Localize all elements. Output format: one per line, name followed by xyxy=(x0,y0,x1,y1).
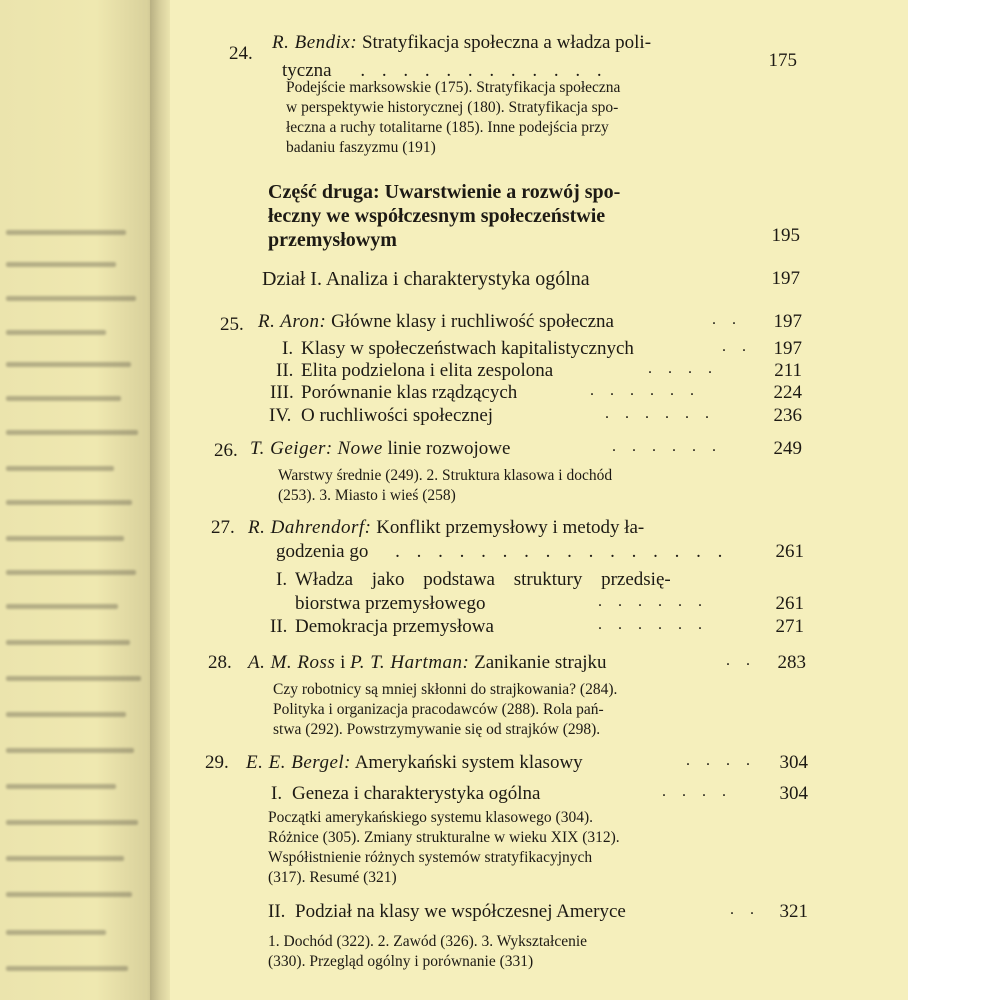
subtopic-line: (253). 3. Miasto i wieś (258) xyxy=(278,487,456,504)
entry-title: Stratyfikacja społeczna a władza poli- xyxy=(361,32,652,53)
entry-conjunction: i xyxy=(340,652,346,673)
subtopic-line: łeczna a ruchy totalitarne (185). Inne podejścia przy xyxy=(286,119,609,136)
item-number: II. xyxy=(268,901,286,922)
item-page: 197 xyxy=(773,338,802,359)
entry-page: 261 xyxy=(775,541,804,562)
item-subtopics xyxy=(268,932,768,972)
item-title: Podział na klasy we współczesnej Ameryce xyxy=(295,901,626,922)
entry-title-cont: tyczna xyxy=(282,60,332,81)
item-page: 261 xyxy=(775,593,804,614)
item-title: Klasy w społeczeństwach kapitalistycznych xyxy=(301,338,634,359)
entry-subtopics xyxy=(286,78,736,158)
facing-page xyxy=(0,0,160,1000)
subtopic-line: 1. Dochód (322). 2. Zawód (326). 3. Wykształcenie xyxy=(268,933,588,950)
entry-page: 175 xyxy=(768,50,797,71)
background xyxy=(908,0,1000,1000)
entry-title-line xyxy=(246,752,583,774)
subtopic-line: Polityka i organizacja pracodawców (288). Rola pań- xyxy=(273,701,604,718)
entry-title-line xyxy=(258,311,614,333)
dot-leader: . . xyxy=(722,338,752,355)
part-page: 195 xyxy=(771,225,800,246)
dot-leader: . . . . . . . . . . . . . . . . xyxy=(395,541,729,562)
entry-page: 283 xyxy=(777,652,806,673)
entry-title-line2 xyxy=(276,541,728,563)
item-number: IV. xyxy=(269,405,292,426)
item-page: 321 xyxy=(779,901,808,922)
entry-title-line xyxy=(248,652,607,674)
dot-leader: . . . . . . xyxy=(612,438,722,455)
entry-page: 197 xyxy=(773,311,802,332)
entry-number: 29. xyxy=(205,752,229,773)
subtopic-line: Różnice (305). Zmiany strukturalne w wieku XIX (312). xyxy=(268,829,620,846)
section-title: Dział I. Analiza i charakterystyka ogólna xyxy=(262,268,590,290)
subtopic-line: stwa (292). Powstrzymywanie się od strajków (298). xyxy=(273,721,601,738)
dot-leader: . . xyxy=(730,901,760,918)
entry-number: 24. xyxy=(229,43,253,64)
item-number: II. xyxy=(276,360,294,381)
dot-leader: . . . . xyxy=(662,783,732,800)
dot-leader: . . . . xyxy=(686,752,756,769)
entry-title: Konflikt przemysłowy i metody ła- xyxy=(376,517,645,538)
dot-leader: . . . . . . xyxy=(598,616,708,633)
dot-leader: . . . . . . xyxy=(605,405,715,422)
item-subtopics xyxy=(268,808,768,888)
entry-author-second: P. T. Hartman: xyxy=(350,652,470,673)
item-number: II. xyxy=(270,616,288,637)
item-title: O ruchliwości społecznej xyxy=(301,405,494,426)
item-title: Władza jako podstawa struktury przedsię- xyxy=(295,569,671,590)
item-page: 236 xyxy=(773,405,802,426)
subtopic-line: Współistnienie różnych systemów stratyfikacyjnych xyxy=(268,849,593,866)
subtopic-line: (330). Przegląd ogólny i porównanie (331) xyxy=(268,953,534,970)
entry-author: R. Bendix: xyxy=(272,32,358,53)
entry-title: linie rozwojowe xyxy=(387,438,511,459)
entry-author: R. Aron: xyxy=(258,311,327,332)
entry-subtopics xyxy=(278,466,758,506)
subtopic-line: Podejście marksowskie (175). Stratyfikacja społeczna xyxy=(286,79,621,96)
subtopic-line: w perspektywie historycznej (180). Stratyfikacja spo- xyxy=(286,99,619,116)
entry-author-cont: Nowe xyxy=(337,438,383,459)
part-heading-line: łeczny we współczesnym społeczeństwie xyxy=(268,205,606,227)
subtopic-line: Czy robotnicy są mniej skłonni do strajkowania? (284). xyxy=(273,681,618,698)
book-gutter xyxy=(150,0,172,1000)
entry-author: T. Geiger: xyxy=(250,438,333,459)
item-number: I. xyxy=(276,569,288,590)
part-heading-line: przemysłowym xyxy=(268,229,397,251)
entry-page: 304 xyxy=(779,752,808,773)
entry-author: R. Dahrendorf: xyxy=(248,517,372,538)
entry-title: Zanikanie strajku xyxy=(474,652,607,673)
dot-leader: . . xyxy=(712,311,742,328)
entry-title: Amerykański system klasowy xyxy=(354,752,583,773)
dot-leader: . . . . . . . . . . . . xyxy=(360,60,608,81)
item-page: 211 xyxy=(774,360,802,381)
entry-number: 27. xyxy=(211,517,235,538)
item-number: I. xyxy=(271,783,283,804)
entry-number: 25. xyxy=(220,314,244,335)
item-number: I. xyxy=(282,338,294,359)
entry-title-line xyxy=(250,438,510,460)
subtopic-line: Warstwy średnie (249). 2. Struktura klasowa i dochód xyxy=(278,467,613,484)
section-page: 197 xyxy=(771,268,800,289)
dot-leader: . . . . . . xyxy=(598,593,708,610)
entry-number: 28. xyxy=(208,652,232,673)
entry-page: 249 xyxy=(773,438,802,459)
dot-leader: . . . . xyxy=(648,360,718,377)
item-number: III. xyxy=(270,382,294,403)
entry-author: E. E. Bergel: xyxy=(246,752,351,773)
item-title: Porównanie klas rządzących xyxy=(301,382,518,403)
item-page: 304 xyxy=(779,783,808,804)
entry-title-cont: godzenia go xyxy=(276,541,369,562)
item-page: 271 xyxy=(775,616,804,637)
entry-title: Główne klasy i ruchliwość społeczna xyxy=(331,311,614,332)
entry-subtopics xyxy=(273,680,763,740)
entry-title-line1 xyxy=(248,517,644,539)
dot-leader: . . . . . . xyxy=(590,382,700,399)
item-title: Demokracja przemysłowa xyxy=(295,616,494,637)
item-title-cont: biorstwa przemysłowego xyxy=(295,593,486,614)
dot-leader: . . xyxy=(726,652,756,669)
item-title: Geneza i charakterystyka ogólna xyxy=(292,783,541,804)
subtopic-line: (317). Resumé (321) xyxy=(268,869,397,886)
item-title: Elita podzielona i elita zespolona xyxy=(301,360,554,381)
subtopic-line: badaniu faszyzmu (191) xyxy=(286,139,436,156)
entry-title-line1 xyxy=(272,32,651,54)
item-page: 224 xyxy=(773,382,802,403)
part-heading-line: Część druga: Uwarstwienie a rozwój spo- xyxy=(268,181,621,203)
subtopic-line: Początki amerykańskiego systemu klasowego (304). xyxy=(268,809,593,826)
entry-number: 26. xyxy=(214,440,238,461)
entry-author: A. M. Ross xyxy=(248,652,336,673)
